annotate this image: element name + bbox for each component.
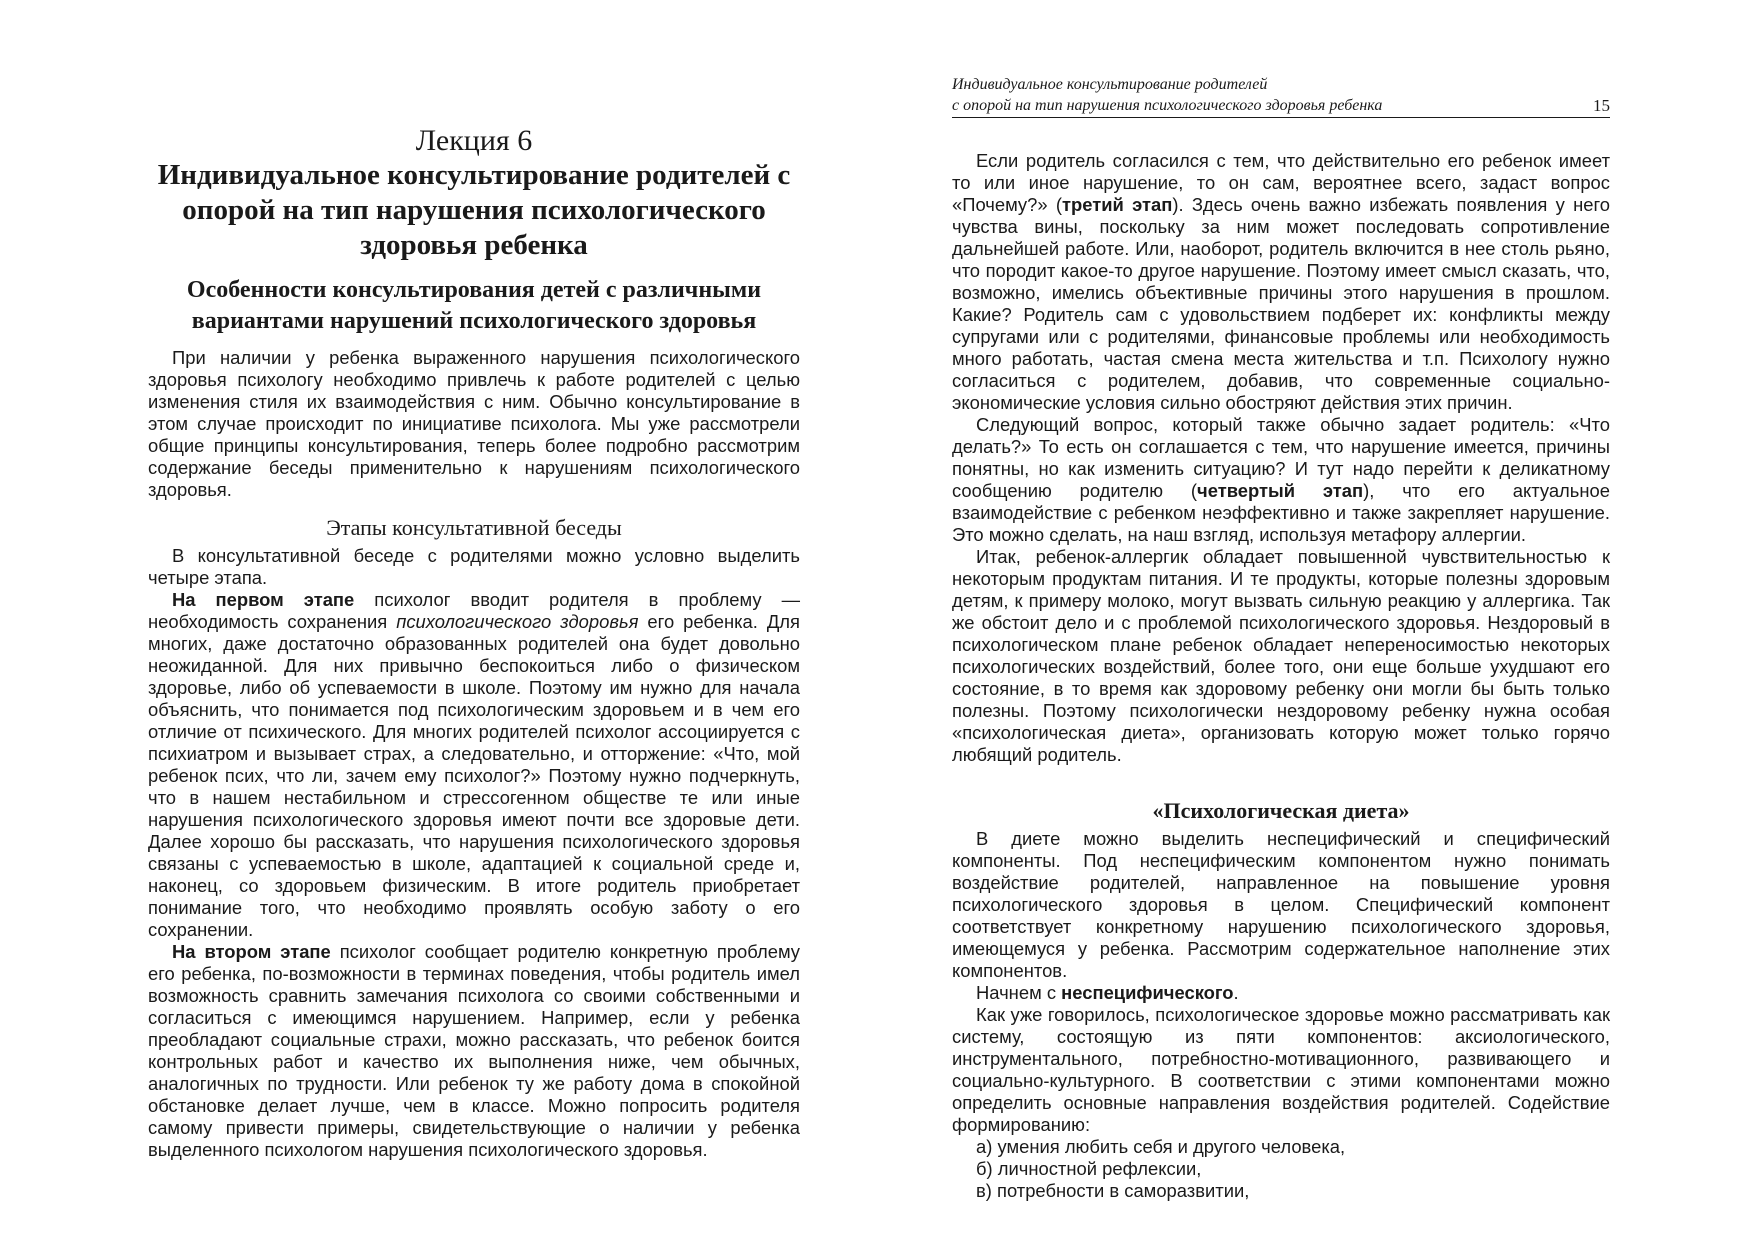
stage2-label: На втором этапе [172, 941, 331, 962]
page-number: 15 [1593, 96, 1610, 115]
stage3-paragraph [952, 150, 1610, 414]
stage4-text-a: Следующий вопрос, который также обычно задает родитель: «Что делать?» То есть он соглашается с тем, что нарушение имеется, причины понятны, но как изменить ситуацию? И тут надо перейти к деликатному сообщению родителю ( [952, 414, 1610, 501]
stage2-text: психолог сообщает родителю конкретную проблему его ребенка, по-возможности в терминах поведения, чтобы родитель имел возможность сравнить замечания психолога со своими собственными и согласиться с имеющимся нарушением. Например, если у ребенка преобладают социальные страхи, можно рассказать, что ребенок боится контрольных работ и качество их выполнения ниже, чем обычных, аналогичных по трудности. Или ребенок ту же работу дома в спокойной обстановке делает лучше, чем в классе. Можно попросить родителя самому привести примеры, свидетельствующие о наличии у ребенка выделенного психологом нарушения психологического здоровья. [148, 941, 800, 1160]
allergy-text: Итак, ребенок-аллергик обладает повышенной чувствительностью к некоторым продуктам питания. И те продукты, которые полезны здоровым детям, к примеру молоко, могут вызвать сильную реакцию у аллергика. Так же обстоит дело и с проблемой психологического здоровья. Нездоровый в психологическом плане ребенок обладает непереносимостью некоторых психологических воздействий, более того, они еще больше ухудшают его состояние, в то время как здоровому ребенку они могли бы быть только полезны. Поэтому психологически нездоровому ребенку нужна особая «психологическая диета», организовать которую может только горячо любящий родитель. [952, 546, 1610, 765]
list-item: в) потребности в саморазвитии, [976, 1180, 1250, 1201]
stage3-text-a: Если родитель согласился с тем, что действительно его ребенок имеет то или иное нарушение, то он сам, вероятнее всего, задаст вопрос «Почему?» ( [952, 150, 1610, 215]
stages-subheading: Этапы консультативной беседы [326, 515, 622, 540]
stage1-paragraph [148, 589, 800, 941]
nonspecific-end: . [1233, 982, 1239, 1003]
stages-intro-text: В консультативной беседе с родителями можно условно выделить четыре этапа. [148, 545, 800, 588]
list-item: б) личностной рефлексии, [976, 1158, 1202, 1179]
diet-text: В диете можно выделить неспецифический и специфический компоненты. Под неспецифическим компонентом нужно понимать воздействие родителей, направленное на повышение уровня психологического здоровья в целом. Специфический компонент соответствует конкретному нарушению психологического здоровья, имеющемуся у ребенка. Рассмотрим содержательное наполнение этих компонентов. [952, 828, 1610, 981]
stage1-text-b: его ребенка. Для многих, даже достаточно образованных родителей она будет довольно неожиданной. Для них привычно беспокоиться либо о физическом здоровье, либо об успеваемости в школе. Поэтому им нужно для начала объяснить, что понимается под психологическим здоровьем и в чем его отличие от психического. Для многих родителей психолог ассоциируется с психиатром и вызывает страх, а следовательно, и отторжение: «Что, мой ребенок псих, что ли, зачем ему психолог?» Поэтому нужно подчеркнуть, что в нашем нестабильном и стрессогенном обществе те или иные нарушения психологического здоровья имеют почти все здоровые дети. Далее хорошо бы рассказать, что нарушения психологического здоровья связаны с успеваемостью в школе, адаптацией к социальной среде и, наконец, со здоровьем физическим. В итоге родитель приобретает понимание того, что необходимо проявлять особую заботу о его сохранении. [148, 611, 800, 940]
diet-subheading: «Психологическая диета» [1152, 798, 1410, 823]
left-column [148, 124, 800, 1161]
stage3-label: третий этап [1061, 194, 1173, 215]
stage1-label: На первом этапе [172, 589, 355, 610]
section-title: Особенности консультирования детей с различными вариантами нарушений психологического здоровья [186, 277, 762, 334]
nonspecific-label: неспецифического [1061, 982, 1234, 1003]
intro-text: При наличии у ребенка выраженного нарушения психологического здоровья психологу необходимо привлечь к работе родителей с целью изменения стиля их взаимодействия с ним. Обычно консультирование в этом случае происходит по инициативе психолога. Мы уже рассмотрели общие принципы консультирования, теперь более подробно рассмотрим содержание беседы применительно к нарушениям психологического здоровья. [148, 347, 800, 500]
stage4-paragraph [952, 414, 1610, 546]
nonspecific-text: Начнем с [976, 982, 1062, 1003]
stage2-paragraph [148, 941, 800, 1161]
nonspecific-paragraph [952, 982, 1610, 1004]
allergy-paragraph [952, 546, 1610, 766]
stage3-text-b: ). Здесь очень важно избежать появления у него чувства вины, поскольку за ним может последовать сопротивление дальнейшей работе. Или, наоборот, родитель включится в нее столь рьяно, что породит какое-то другое нарушение. Поэтому имеет смысл сказать, что, возможно, имелись объективные причины этого нарушения в прошлом. Какие? Родитель сам с удовольствием подберет их: конфликты между супругами или с родителями, финансовые проблемы или необходимость много работать, частая смена места жительства и т.п. Психологу нужно согласиться с родителем, добавив, что современные социально-экономические условия сильно обостряют действия этих причин. [952, 194, 1610, 413]
list-item: а) умения любить себя и другого человека, [976, 1136, 1346, 1157]
stage1-emphasis: психологического здоровья [396, 611, 639, 632]
components-text: Как уже говорилось, психологическое здоровье можно рассматривать как систему, состоящую из пяти компонентов: аксиологического, инструментального, потребностно-мотивационного, развивающего и социально-культурного. В соответствии с этими компонентами можно определить основные направления воздействия родителей. Содействие формированию: [952, 1004, 1610, 1135]
diet-paragraph [952, 828, 1610, 982]
stage4-label: четвертый этап [1197, 480, 1364, 501]
spacer [952, 766, 1610, 788]
right-column [952, 150, 1610, 1202]
running-head-line1: Индивидуальное консультирование родителей [952, 76, 1268, 93]
stages-intro-paragraph [148, 545, 800, 589]
intro-paragraph [148, 347, 800, 501]
running-head-line2: с опорой на тип нарушения психологического здоровья ребенка [952, 97, 1383, 114]
lecture-title: Индивидуальное консультирование родителей с опорой на тип нарушения психологического здоровья ребенка [157, 159, 791, 261]
lecture-number: Лекция 6 [415, 124, 533, 157]
components-paragraph [952, 1004, 1610, 1136]
stage4-text-b: ), что его актуальное взаимодействие с ребенком неэффективно и также закрепляет нарушение. Это можно сделать, на наш взгляд, используя метафору аллергии. [952, 480, 1610, 545]
stage1-text-a: психолог вводит родителя в проблему — необходимость сохранения [148, 589, 800, 632]
